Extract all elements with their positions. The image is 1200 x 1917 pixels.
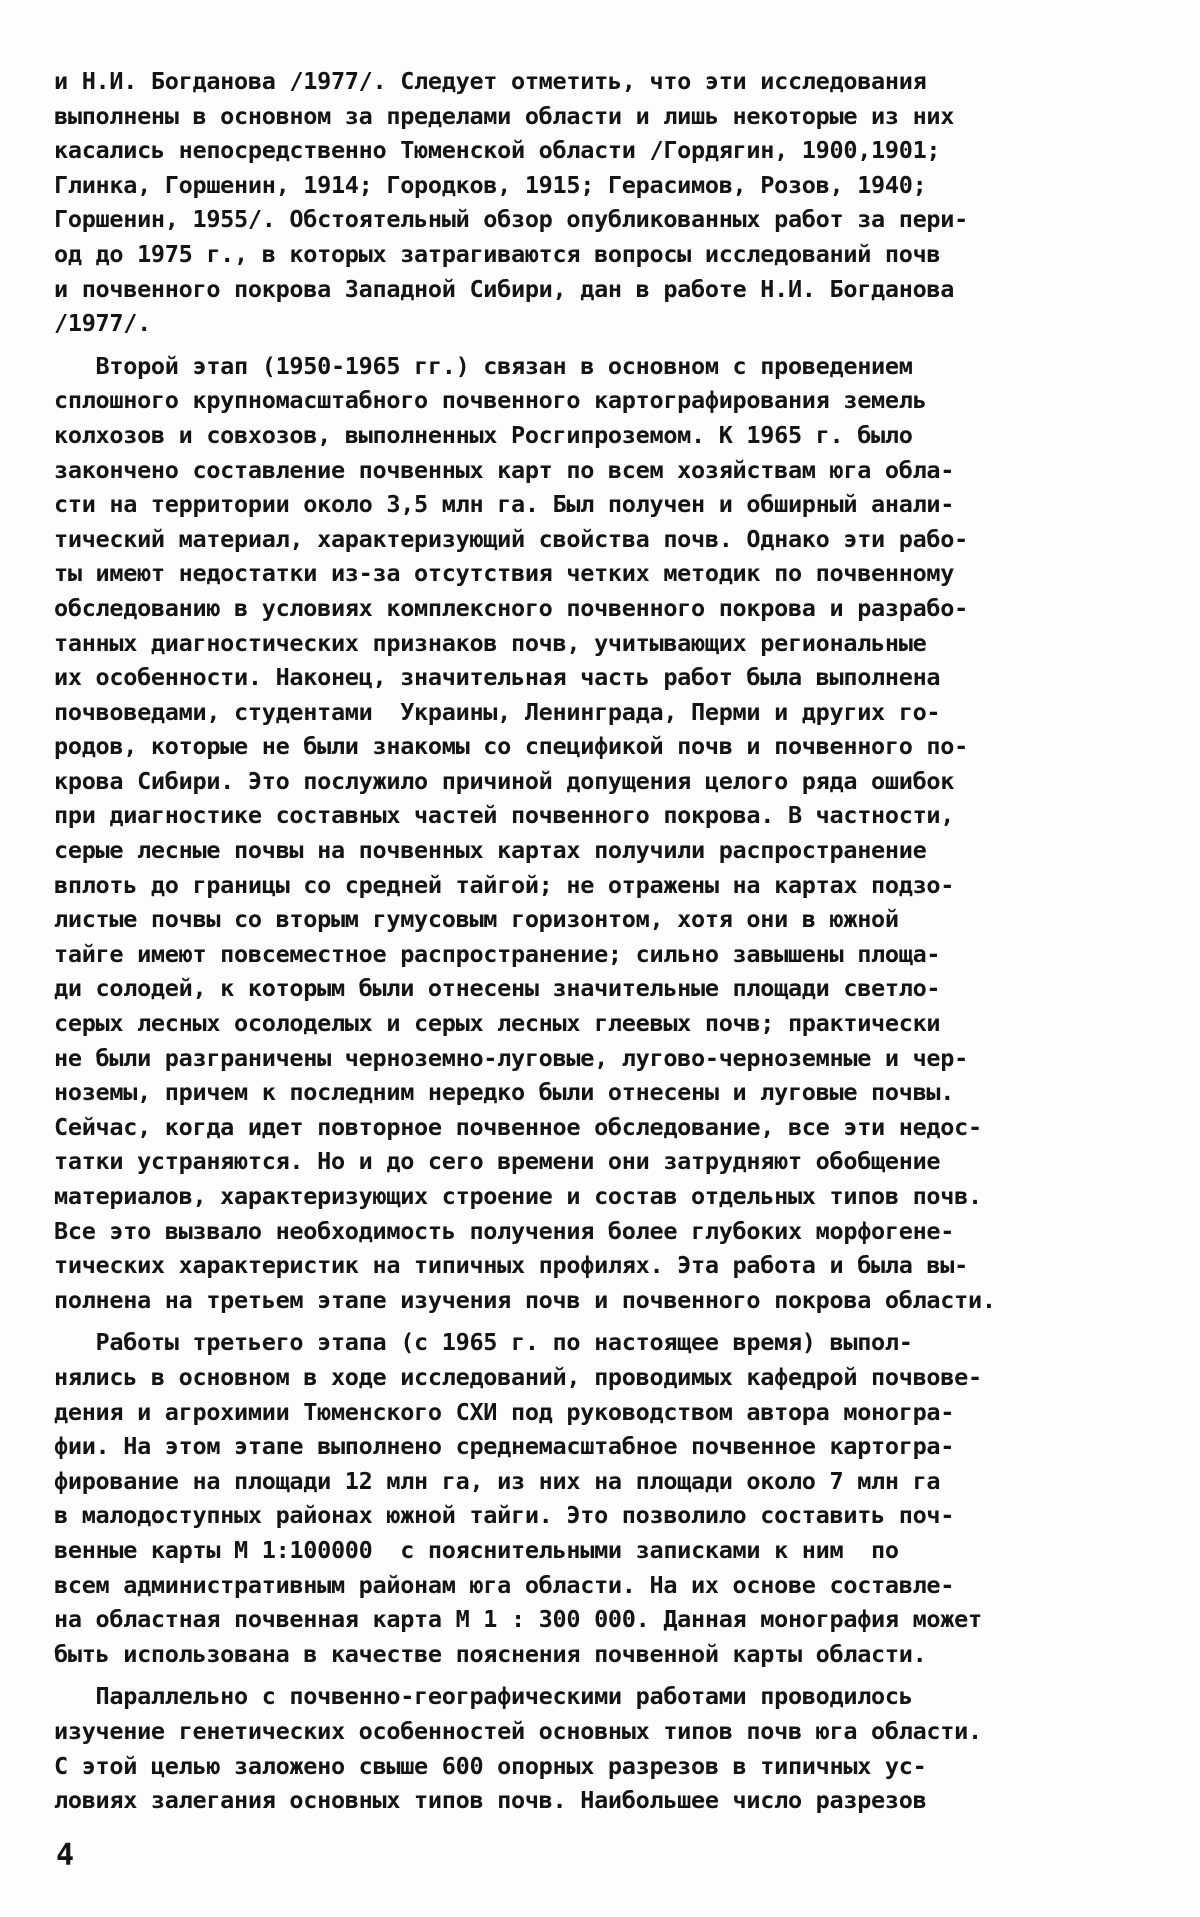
text-line: тических характеристик на типичных профилях. Эта работа и была вы- — [54, 1251, 968, 1280]
text-line: Работы третьего этапа (с 1965 г. по настоящее время) выпол- — [54, 1328, 913, 1357]
paragraph — [54, 64, 1132, 341]
text-line: дения и агрохимии Тюменского СХИ под руководством автора моногра- — [54, 1397, 955, 1426]
text-line: од до 1975 г., в которых затрагиваются вопросы исследований почв — [54, 239, 941, 268]
page-number: 4 — [56, 1838, 75, 1873]
text-line: вплоть до границы со средней тайгой; не отражены на картах подзо- — [54, 870, 955, 899]
text-line: и почвенного покрова Западной Сибири, дан в работе Н.И. Богданова — [54, 274, 955, 303]
text-line: изучение генетических особенностей основных типов почв юга области. — [54, 1716, 982, 1745]
text-line: /1977/. — [54, 309, 151, 338]
text-line: в малодоступных районах южной тайги. Это позволило составить поч- — [54, 1501, 955, 1530]
text-line: Параллельно с почвенно-географическими работами проводилось — [54, 1682, 913, 1711]
text-line: на областная почвенная карта М 1 : 300 000. Данная монография может — [54, 1605, 982, 1634]
paragraph — [54, 1325, 1132, 1671]
text-line: не были разграничены черноземно-луговые, лугово-черноземные и чер- — [54, 1043, 968, 1072]
text-line: при диагностике составных частей почвенного покрова. В частности, — [54, 801, 955, 830]
text-line: полнена на третьем этапе изучения почв и почвенного покрова области. — [54, 1285, 996, 1314]
text-line: серые лесные почвы на почвенных картах получили распространение — [54, 836, 927, 865]
text-line: нялись в основном в ходе исследований, проводимых кафедрой почвове- — [54, 1362, 982, 1391]
body-text — [54, 64, 1132, 1818]
text-line: сти на территории около 3,5 млн га. Был получен и обширный анали- — [54, 490, 955, 519]
text-line: тайге имеют повсеместное распространение; сильно завышены площа- — [54, 939, 941, 968]
text-line: листые почвы со вторым гумусовым горизонтом, хотя они в южной — [54, 905, 899, 934]
text-line: колхозов и совхозов, выполненных Росгипроземом. К 1965 г. было — [54, 420, 913, 449]
text-line: Второй этап (1950-1965 гг.) связан в основном с проведением — [54, 351, 913, 380]
text-line: их особенности. Наконец, значительная часть работ была выполнена — [54, 663, 941, 692]
text-line: закончено составление почвенных карт по всем хозяйствам юга обла- — [54, 455, 955, 484]
text-line: фирование на площади 12 млн га, из них на площади около 7 млн га — [54, 1466, 941, 1495]
text-line: обследованию в условиях комплексного почвенного покрова и разрабо- — [54, 593, 968, 622]
text-line: серых лесных осолоделых и серых лесных глеевых почв; практически — [54, 1009, 941, 1038]
text-line: выполнены в основном за пределами области и лишь некоторые из них — [54, 101, 955, 130]
text-line: венные карты М 1:100000 с пояснительными записками к ним по — [54, 1535, 899, 1564]
text-line: почвоведами, студентами Украины, Ленинграда, Перми и других го- — [54, 697, 941, 726]
text-line: материалов, характеризующих строение и состав отдельных типов почв. — [54, 1182, 982, 1210]
text-line: фии. На этом этапе выполнено среднемасштабное почвенное картогра- — [54, 1432, 955, 1461]
text-line: ловиях залегания основных типов почв. Наибольшее число разрезов — [54, 1786, 927, 1815]
text-line: родов, которые не были знакомы со спецификой почв и почвенного по- — [54, 732, 968, 761]
text-line: всем административным районам юга области. На их основе составле- — [54, 1570, 955, 1599]
text-line: тический материал, характеризующий свойства почв. Однако эти рабо- — [54, 524, 968, 553]
paragraph — [54, 1679, 1132, 1817]
text-line: ди солодей, к которым были отнесены значительные площади светло- — [54, 974, 941, 1003]
text-line: татки устраняются. Но и до сего времени они затрудняют обобщение — [54, 1147, 941, 1176]
text-line: Сейчас, когда идет повторное почвенное обследование, все эти недос- — [54, 1112, 982, 1141]
text-line: С этой целью заложено свыше 600 опорных разрезов в типичных ус- — [54, 1751, 927, 1780]
text-line: сплошного крупномасштабного почвенного картографирования земель — [54, 386, 927, 415]
text-line: танных диагностических признаков почв, учитывающих региональные — [54, 628, 927, 657]
text-line: касались непосредственно Тюменской области /Гордягин, 1900,1901; — [54, 136, 941, 165]
text-line: и Н.И. Богданова /1977/. Следует отметить, что эти исследования — [54, 67, 927, 95]
text-line: ты имеют недостатки из-за отсутствия четких методик по почвенному — [54, 559, 955, 588]
text-line: Глинка, Горшенин, 1914; Городков, 1915; Герасимов, Розов, 1940; — [54, 170, 927, 199]
text-line: крова Сибири. Это послужило причиной допущения целого ряда ошибок — [54, 766, 955, 795]
text-line: быть использована в качестве пояснения почвенной карты области. — [54, 1639, 927, 1668]
paragraph — [54, 349, 1132, 1318]
text-line: Все это вызвало необходимость получения более глубоких морфогене- — [54, 1216, 955, 1245]
text-line: ноземы, причем к последним нередко были отнесены и луговые почвы. — [54, 1078, 955, 1107]
text-line: Горшенин, 1955/. Обстоятельный обзор опубликованных работ за пери- — [54, 205, 968, 234]
